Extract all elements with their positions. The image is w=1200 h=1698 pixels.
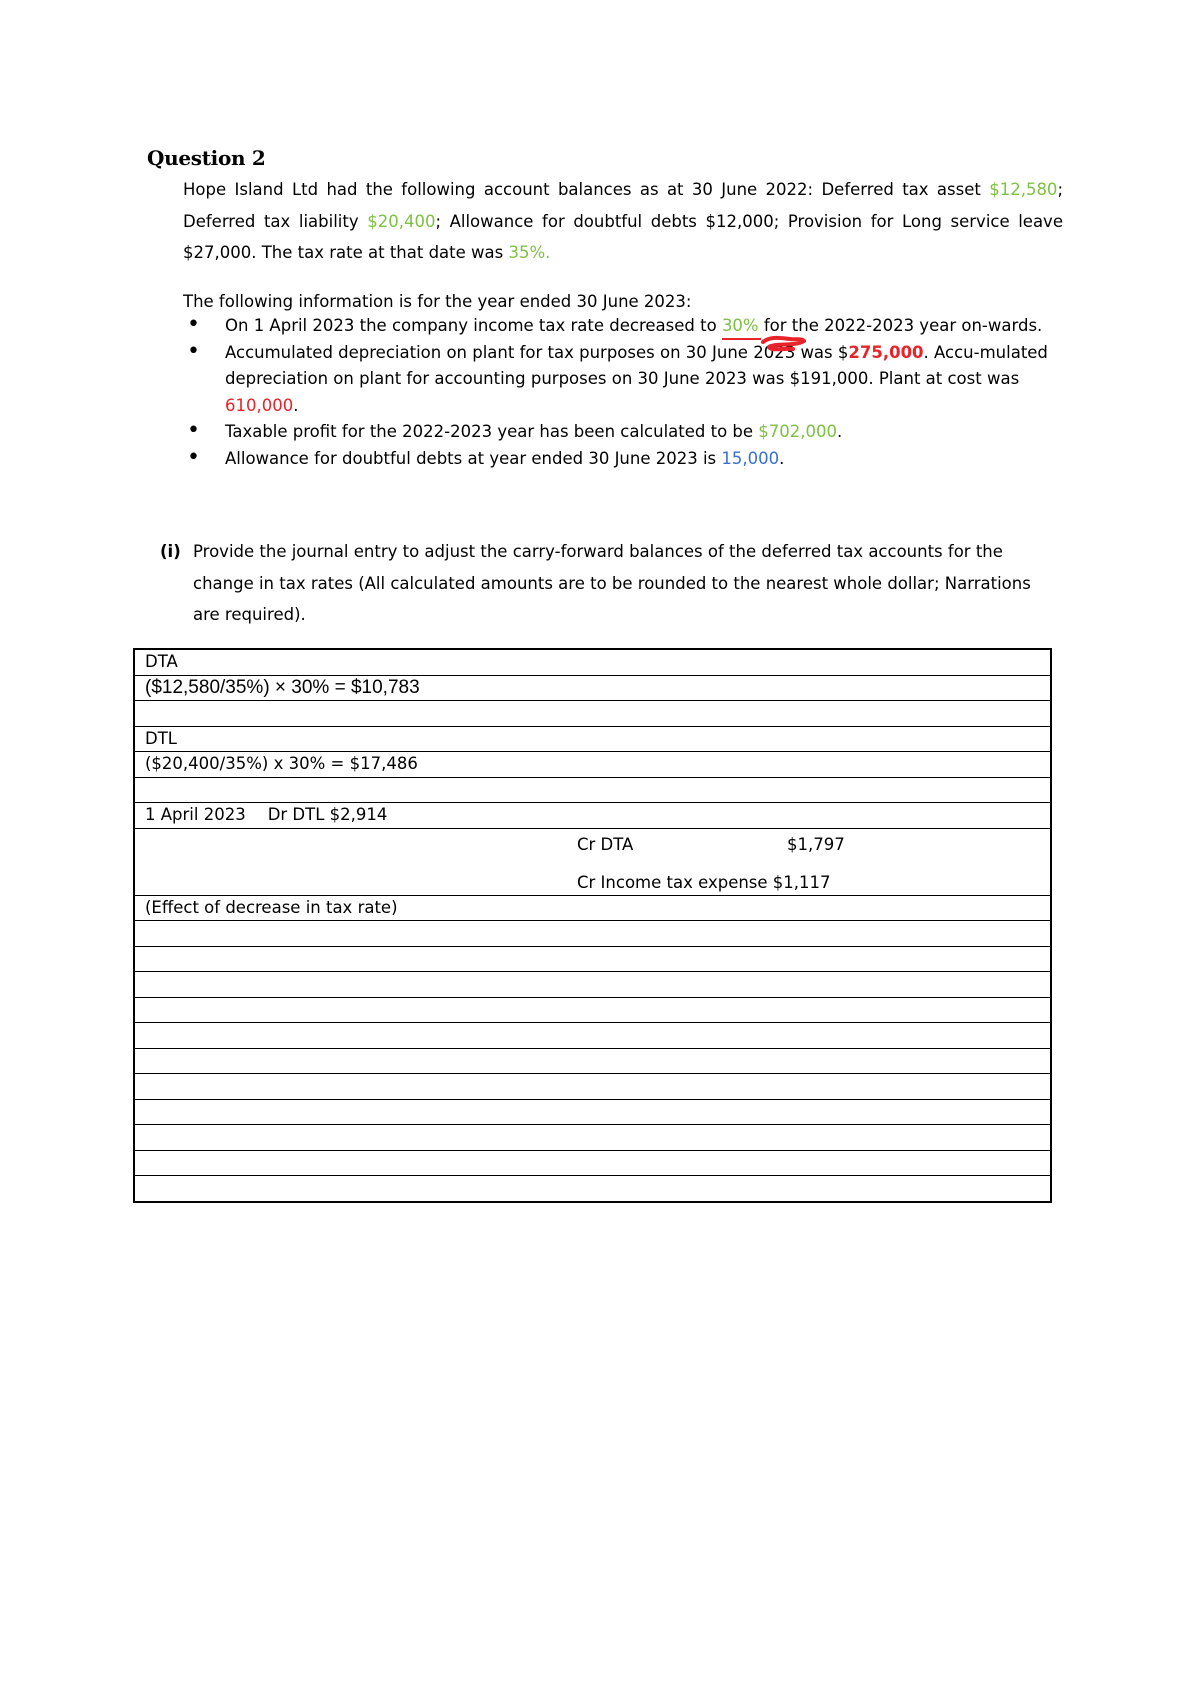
bullet-taxable-profit: [183, 419, 1063, 446]
answer-table: [133, 648, 1052, 1203]
table-row: [134, 946, 1051, 972]
intro-paragraph: [183, 174, 1063, 269]
journal-debit-line[interactable]: [134, 803, 1051, 829]
initial-tax-rate: 35%.: [508, 243, 551, 262]
bullet-4-end: .: [779, 448, 785, 468]
table-row: [134, 726, 1051, 752]
plant-cost: 610,000: [225, 395, 294, 415]
bullet-3-text: Taxable profit for the 2022-2023 year has been calculated to be: [225, 422, 759, 441]
answer-blank-line[interactable]: [134, 1125, 1051, 1151]
journal-credit-lines[interactable]: [134, 828, 1051, 895]
table-row: [134, 752, 1051, 778]
answer-blank-line[interactable]: [134, 777, 1051, 803]
answer-blank-line[interactable]: [134, 972, 1051, 998]
answer-blank-line[interactable]: [134, 997, 1051, 1023]
table-row: [134, 701, 1051, 727]
table-row: [134, 997, 1051, 1023]
answer-blank-line[interactable]: [134, 1048, 1051, 1074]
info-bullet-list: [183, 313, 1063, 472]
intro-text-1: Hope Island Ltd had the following account balances as at 30 June 2022: Deferred tax asset: [183, 180, 981, 199]
answer-blank-line[interactable]: [134, 921, 1051, 947]
tax-depreciation: 275,000: [848, 342, 924, 362]
debit-dtl: Dr DTL $2,914: [267, 805, 388, 824]
part-i-question: [160, 536, 1060, 631]
answer-blank-line[interactable]: [134, 1176, 1051, 1202]
answer-blank-line[interactable]: [134, 1150, 1051, 1176]
answer-blank-line[interactable]: [134, 1074, 1051, 1100]
answer-blank-line[interactable]: [134, 946, 1051, 972]
answer-blank-line[interactable]: [134, 701, 1051, 727]
question-title: Question 2: [147, 146, 266, 170]
intro-text-3: ; Allowance for doubtful debts $12,000; Provision for Long service leave $27,000. The tax rate at that date was: [183, 211, 1063, 262]
entry-date: 1 April 2023: [145, 805, 246, 824]
red-scribble-mark: [760, 333, 806, 353]
answer-blank-line[interactable]: [134, 1099, 1051, 1125]
table-row: [134, 921, 1051, 947]
table-row: [134, 828, 1051, 895]
journal-narration[interactable]: (Effect of decrease in tax rate): [134, 895, 1051, 921]
bullet-1-text: On 1 April 2023 the company income tax rate decreased to: [225, 316, 722, 335]
dtl-calculation[interactable]: ($20,400/35%) x 30% = $17,486: [134, 752, 1051, 778]
table-row: [134, 895, 1051, 921]
part-i-text: Provide the journal entry to adjust the carry-forward balances of the deferred tax accounts for the change in tax rates (All calculated amounts are to be rounded to the nearest whole dollar; Narrations are required).: [193, 542, 1031, 624]
bullet-2-text: Accumulated depreciation on plant for tax purposes on 30 June 2023 was $: [225, 342, 849, 362]
table-row: [134, 1023, 1051, 1049]
doubtful-debts-amount: 15,000: [721, 448, 780, 468]
table-row: [134, 649, 1051, 675]
following-info-heading: The following information is for the year ended 30 June 2023:: [183, 292, 692, 311]
bullet-2-end: .: [293, 395, 299, 415]
bullet-3-end: .: [837, 422, 843, 441]
table-row: [134, 675, 1051, 701]
credit-dta-amount: $1,797: [787, 834, 845, 854]
dta-calculation[interactable]: ($12,580/35%) × 30% = $10,783: [134, 675, 1051, 701]
dtl-balance: $20,400: [367, 211, 436, 231]
dta-balance: $12,580: [989, 180, 1058, 199]
credit-dta-line: [577, 833, 845, 857]
credit-income-tax-expense: Cr Income tax expense $1,117: [577, 872, 831, 892]
table-row: [134, 777, 1051, 803]
table-row: [134, 1125, 1051, 1151]
new-tax-rate: [722, 313, 759, 340]
table-row: [134, 972, 1051, 998]
credit-dta-label: Cr DTA: [577, 834, 634, 854]
bullet-tax-rate-change: [183, 313, 1063, 340]
table-row: [134, 1099, 1051, 1125]
new-tax-rate-value: 30%: [721, 316, 759, 335]
table-row: [134, 1074, 1051, 1100]
table-row: [134, 1048, 1051, 1074]
bullet-doubtful-debts: [183, 446, 1063, 473]
table-row: [134, 1150, 1051, 1176]
table-row: [134, 803, 1051, 829]
taxable-profit: $702,000: [758, 422, 838, 441]
part-i-label: (i): [160, 542, 181, 561]
intro-text-2: ; Deferred tax liability: [183, 180, 1063, 231]
bullet-4-text: Allowance for doubtful debts at year ended 30 June 2023 is: [225, 448, 722, 468]
bullet-2-text-mid: . Accu-mulated depreciation on plant for accounting purposes on 30 June 2023 was $191,000. Plant at cost was: [225, 342, 1048, 388]
table-row: [134, 1176, 1051, 1202]
dtl-label: DTL: [134, 726, 1051, 752]
answer-blank-line[interactable]: [134, 1023, 1051, 1049]
dta-label: DTA: [134, 649, 1051, 675]
bullet-1-text-end: for the 2022-2023 year on-wards.: [758, 316, 1043, 335]
bullet-depreciation: [183, 340, 1063, 420]
